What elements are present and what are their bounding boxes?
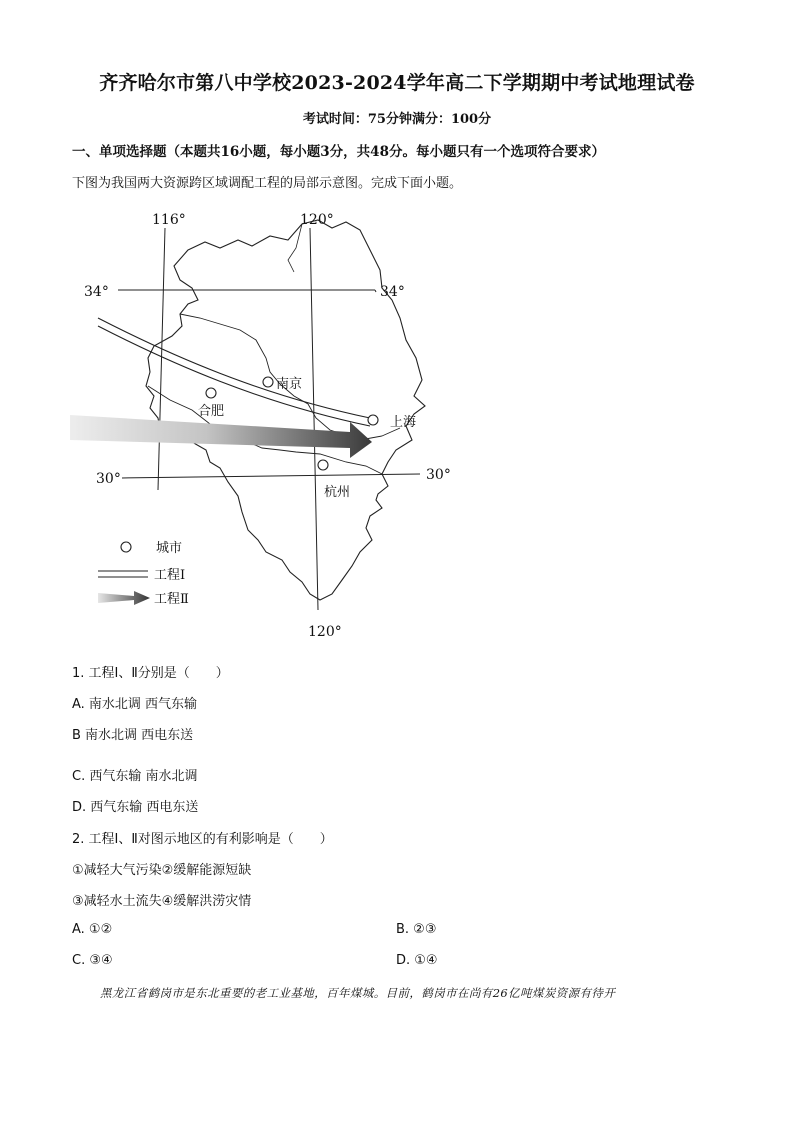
question-2-option-a[interactable]: A. ①② — [72, 922, 113, 937]
question-1-option-b[interactable]: B 南水北调 西电东送 — [72, 728, 194, 743]
next-passage-text: 黑龙江省鹤岗市是东北重要的老工业基地，百年煤城。目前，鹤岗市在尚有26亿吨煤炭资源有待开 — [100, 986, 616, 1000]
lon-label-120-bottom: 120° — [308, 624, 342, 640]
question-2-option-b[interactable]: B. ②③ — [396, 922, 437, 937]
city-label-hangzhou: 杭州 — [324, 485, 351, 500]
lat-label-30-right: 30° — [426, 467, 451, 483]
city-label-hefei: 合肥 — [198, 404, 225, 419]
lat-label-34-left: 34° — [84, 284, 109, 300]
lat-label-34-right: 34° — [380, 284, 405, 300]
question-1-option-c[interactable]: C. 西气东输 南水北调 — [72, 769, 198, 784]
question-2-option-d[interactable]: D. ①④ — [396, 953, 438, 968]
question-1-option-d[interactable]: D. 西气东输 西电东送 — [72, 800, 199, 815]
question-2-statements-1: ①减轻大气污染②缓解能源短缺 — [72, 863, 252, 878]
lon-label-120: 120° — [300, 212, 334, 228]
city-marker-hangzhou — [318, 460, 328, 470]
legend-project-1-label: 工程Ⅰ — [154, 568, 186, 583]
city-marker-nanjing — [263, 377, 273, 387]
page-title: 齐齐哈尔市第八中学校2023-2024学年高二下学期期中考试地理试卷 — [99, 72, 695, 94]
question-2-statements-2: ③减轻水土流失④缓解洪涝灾情 — [72, 894, 252, 909]
exam-info: 考试时间：75分钟满分：100分 — [302, 112, 492, 127]
latitude-30 — [122, 474, 420, 478]
longitude-116 — [158, 228, 165, 490]
legend-city-icon — [121, 542, 131, 552]
legend-project-2-icon — [98, 591, 150, 605]
question-2-stem: 2. 工程Ⅰ、Ⅱ对图示地区的有利影响是（ ） — [72, 832, 333, 847]
question-1-option-a[interactable]: A. 南水北调 西气东输 — [72, 697, 198, 712]
section-heading: 一、单项选择题（本题共16小题，每小题3分，共48分。每小题只有一个选项符合要求） — [72, 144, 605, 160]
legend-city-label: 城市 — [156, 541, 183, 556]
city-marker-shanghai — [368, 415, 378, 425]
city-label-shanghai: 上海 — [390, 415, 417, 430]
resource-transfer-map — [70, 200, 470, 645]
question-intro: 下图为我国两大资源跨区域调配工程的局部示意图。完成下面小题。 — [72, 176, 463, 191]
city-label-nanjing: 南京 — [276, 377, 303, 392]
lat-label-30-left: 30° — [96, 471, 121, 487]
project-1-line — [98, 326, 370, 426]
city-marker-hefei — [206, 388, 216, 398]
project-2-arrow — [70, 415, 372, 458]
latitude-34-right — [375, 290, 376, 292]
region-outline — [146, 220, 425, 600]
lon-label-116: 116° — [152, 212, 186, 228]
project-1-line — [98, 318, 370, 418]
question-2-option-c[interactable]: C. ③④ — [72, 953, 113, 968]
question-1-stem: 1. 工程Ⅰ、Ⅱ分别是（ ） — [72, 666, 229, 681]
legend-project-2-label: 工程Ⅱ — [154, 592, 189, 607]
